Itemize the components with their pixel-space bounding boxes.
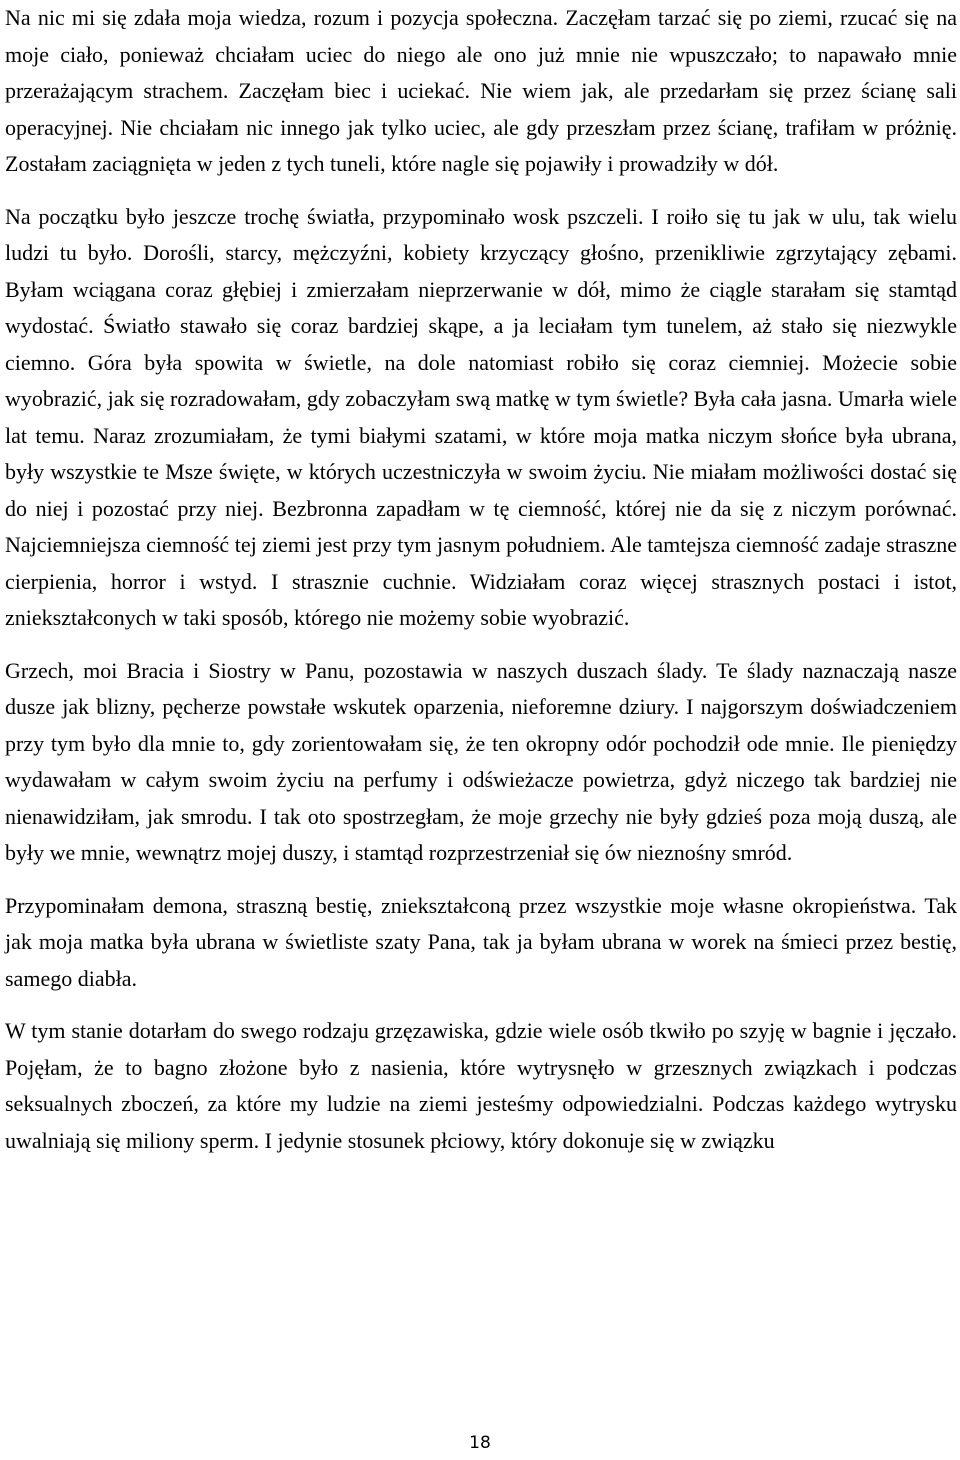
body-text bbox=[5, 0, 957, 1175]
paragraph-2: Na początku było jeszcze trochę światła, przypominało wosk pszczeli. I roiło się tu jak w ulu, tak wielu ludzi tu było. Dorośli, starcy, mężczyźni, kobiety krzyczący głośno, przenikliwie zgrzytający zębami. Byłam wciągana coraz głębiej i zmierzałam nieprzerwanie w dół, mimo że ciągle starałam się stamtąd wydostać. Światło stawało się coraz bardziej skąpe, a ja leciałam tym tunelem, aż stało się niezwykle ciemno. Góra była spowita w świetle, na dole natomiast robiło się coraz ciemniej. Możecie sobie wyobrazić, jak się rozradowałam, gdy zobaczyłam swą matkę w tym świetle? Była cała jasna. Umarła wiele lat temu. Naraz zrozumiałam, że tymi białymi szatami, w które moja matka niczym słońce była ubrana, były wszystkie te Msze święte, w których uczestniczyła w swoim życiu. Nie miałam możliwości dostać się do niej i pozostać przy niej. Bezbronna zapadłam w tę ciemność, której nie da się z niczym porównać. Najciemniejsza ciemność tej ziemi jest przy tym jasnym południem. Ale tamtejsza ciemność zadaje straszne cierpienia, horror i wstyd. I strasznie cuchnie. Widziałam coraz więcej strasznych postaci i istot, zniekształconych w taki sposób, którego nie możemy sobie wyobrazić. bbox=[5, 203, 957, 630]
page-number: 18 bbox=[469, 1433, 491, 1453]
paragraph-5: W tym stanie dotarłam do swego rodzaju grzęzawiska, gdzie wiele osób tkwiło po szyję w bagnie i jęczało. Pojęłam, że to bagno złożone było z nasienia, które wytrysnęło w grzesznych związkach i podczas seksualnych zboczeń, za które my ludzie na ziemi jesteśmy odpowiedzialni. Podczas każdego wytrysku uwalniają się miliony sperm. I jedynie stosunek płciowy, który dokonuje się w związku bbox=[5, 1018, 957, 1153]
paragraph-1: Na nic mi się zdała moja wiedza, rozum i pozycja społeczna. Zaczęłam tarzać się po ziemi, rzucać się na moje ciało, ponieważ chciałam uciec do niego ale ono już mnie nie wpuszczało; to napawało mnie przerażającym strachem. Zaczęłam biec i uciekać. Nie wiem jak, ale przedarłam się przez ścianę sali operacyjnej. Nie chciałam nic innego jak tylko uciec, ale gdy przeszłam przez ścianę, trafiłam w próżnię. Zostałam zaciągnięta w jeden z tych tuneli, które nagle się pojawiły i prowadziły w dół. bbox=[5, 5, 957, 176]
paragraph-4: Przypominałam demona, straszną bestię, zniekształconą przez wszystkie moje własne okropieństwa. Tak jak moja matka była ubrana w świetliste szaty Pana, tak ja byłam ubrana w worek na śmieci przez bestię, samego diabła. bbox=[5, 892, 957, 991]
paragraph-3: Grzech, moi Bracia i Siostry w Panu, pozostawia w naszych duszach ślady. Te ślady naznaczają nasze dusze jak blizny, pęcherze powstałe wskutek oparzenia, nieforemne dziury. I najgorszym doświadczeniem przy tym było dla mnie to, gdy zorientowałam się, że ten okropny odór pochodził ode mnie. Ile pieniędzy wydawałam w całym swoim życiu na perfumy i odświeżacze powietrza, gdyż niczego tak bardziej nie nienawidziłam, jak smrodu. I tak oto spostrzegłam, że moje grzechy nie były gdzieś poza moją duszą, ale były we mnie, wewnątrz mojej duszy, i stamtąd rozprzestrzeniał się ów nieznośny smród. bbox=[5, 657, 957, 865]
